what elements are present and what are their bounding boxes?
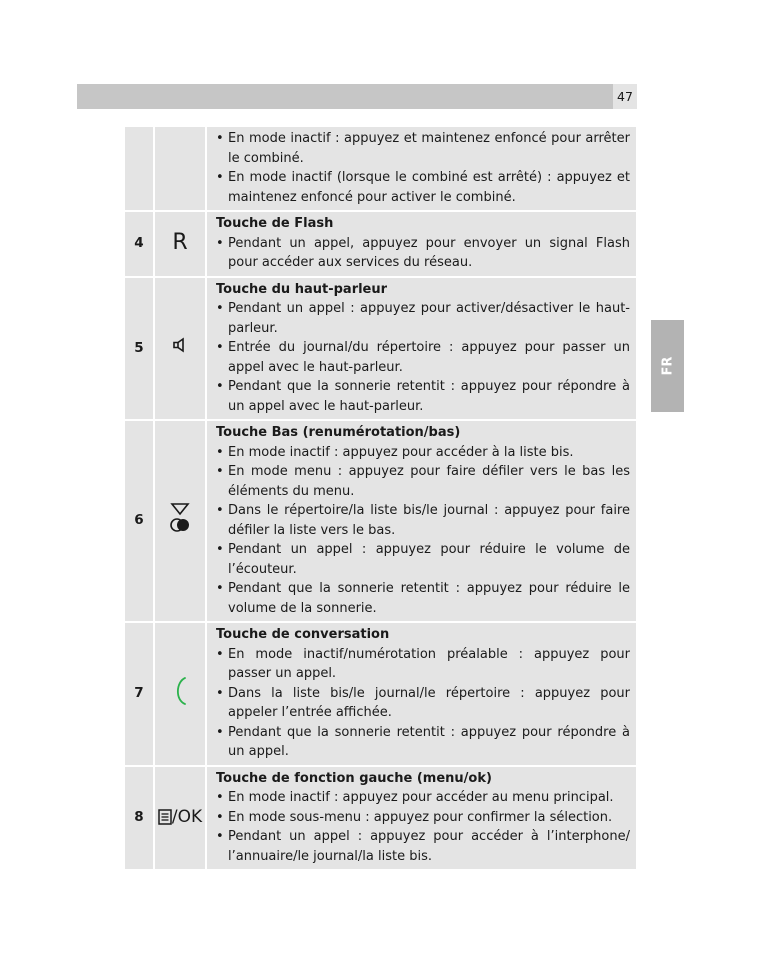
row-number [125,127,155,210]
down-redial-icon [168,501,192,535]
row-number: 4 [125,212,155,276]
row-number: 8 [125,767,155,870]
row-number: 7 [125,623,155,765]
bullet-item: • Pendant que la sonnerie retentit : appuyez pour répondre à un appel. [216,723,630,762]
menu-icon [158,809,172,825]
bullet-item: • En mode menu : appuyez pour faire défiler vers le bas les éléments du menu. [216,462,630,501]
page-number: 47 [613,84,637,109]
row-description [207,421,636,621]
row-title: Touche de conversation [216,627,390,642]
bullet-item: • Pendant un appel : appuyez pour activer/désactiver le haut-parleur. [216,299,630,338]
menu-ok-key [158,807,202,827]
bullet-item: • En mode inactif/numérotation préalable : appuyez pour passer un appel. [216,645,630,684]
bullet-item: • Entrée du journal/du répertoire : appuyez pour passer un appel avec le haut-parleur. [216,338,630,377]
language-tab-label: FR [660,356,675,376]
bullet-item: • En mode inactif : appuyez pour accéder au menu principal. [216,788,630,808]
table-row [125,127,636,210]
key-table [125,125,636,871]
row-title: Touche Bas (renumérotation/bas) [216,425,461,440]
row-description [207,127,636,210]
ok-label: /OK [171,806,203,827]
bullet-item: • En mode inactif : appuyez pour accéder à la liste bis. [216,443,630,463]
key-icon-cell [155,421,207,621]
bullet-item: • Pendant que la sonnerie retentit : appuyez pour réduire le volume de la sonnerie. [216,579,630,618]
key-icon-cell [155,127,207,210]
key-icon-cell [155,278,207,420]
flash-key-icon: R [172,229,188,255]
row-title: Touche de Flash [216,216,334,231]
row-number: 6 [125,421,155,621]
table-row [125,767,636,870]
table-row [125,278,636,420]
bullet-item: • Dans la liste bis/le journal/le répertoire : appuyez pour appeler l’entrée affichée. [216,684,630,723]
bullet-item: • Pendant un appel : appuyez pour accéder à l’interphone/ l’annuaire/le journal/la liste bis. [216,827,630,866]
header-bar [77,84,613,109]
key-icon-cell [155,212,207,276]
row-description [207,212,636,276]
key-icon-cell [155,767,207,870]
speaker-icon [172,337,188,353]
key-icon-cell [155,623,207,765]
row-number: 5 [125,278,155,420]
row-title: Touche de fonction gauche (menu/ok) [216,770,492,786]
language-tab [651,320,684,412]
table-row [125,421,636,621]
bullet-item: • En mode inactif (lorsque le combiné est arrêté) : appuyez et maintenez enfoncé pour activer le combiné. [216,168,630,207]
bullet-item: • En mode inactif : appuyez et maintenez enfoncé pour arrêter le combiné. [216,129,630,168]
table-row [125,212,636,276]
talk-icon [171,676,189,706]
row-description [207,278,636,420]
bullet-item: • Pendant un appel, appuyez pour envoyer un signal Flash pour accéder aux services du réseau. [216,234,630,273]
bullet-item: • Dans le répertoire/la liste bis/le journal : appuyez pour faire défiler la liste vers le bas. [216,501,630,540]
bullet-item: • En mode sous-menu : appuyez pour confirmer la sélection. [216,808,630,828]
bullet-item: • Pendant un appel : appuyez pour réduire le volume de l’écouteur. [216,540,630,579]
row-description [207,767,636,870]
bullet-item: • Pendant que la sonnerie retentit : appuyez pour répondre à un appel avec le haut-parleur. [216,377,630,416]
row-description [207,623,636,765]
table-row [125,623,636,765]
row-title: Touche du haut-parleur [216,281,388,297]
